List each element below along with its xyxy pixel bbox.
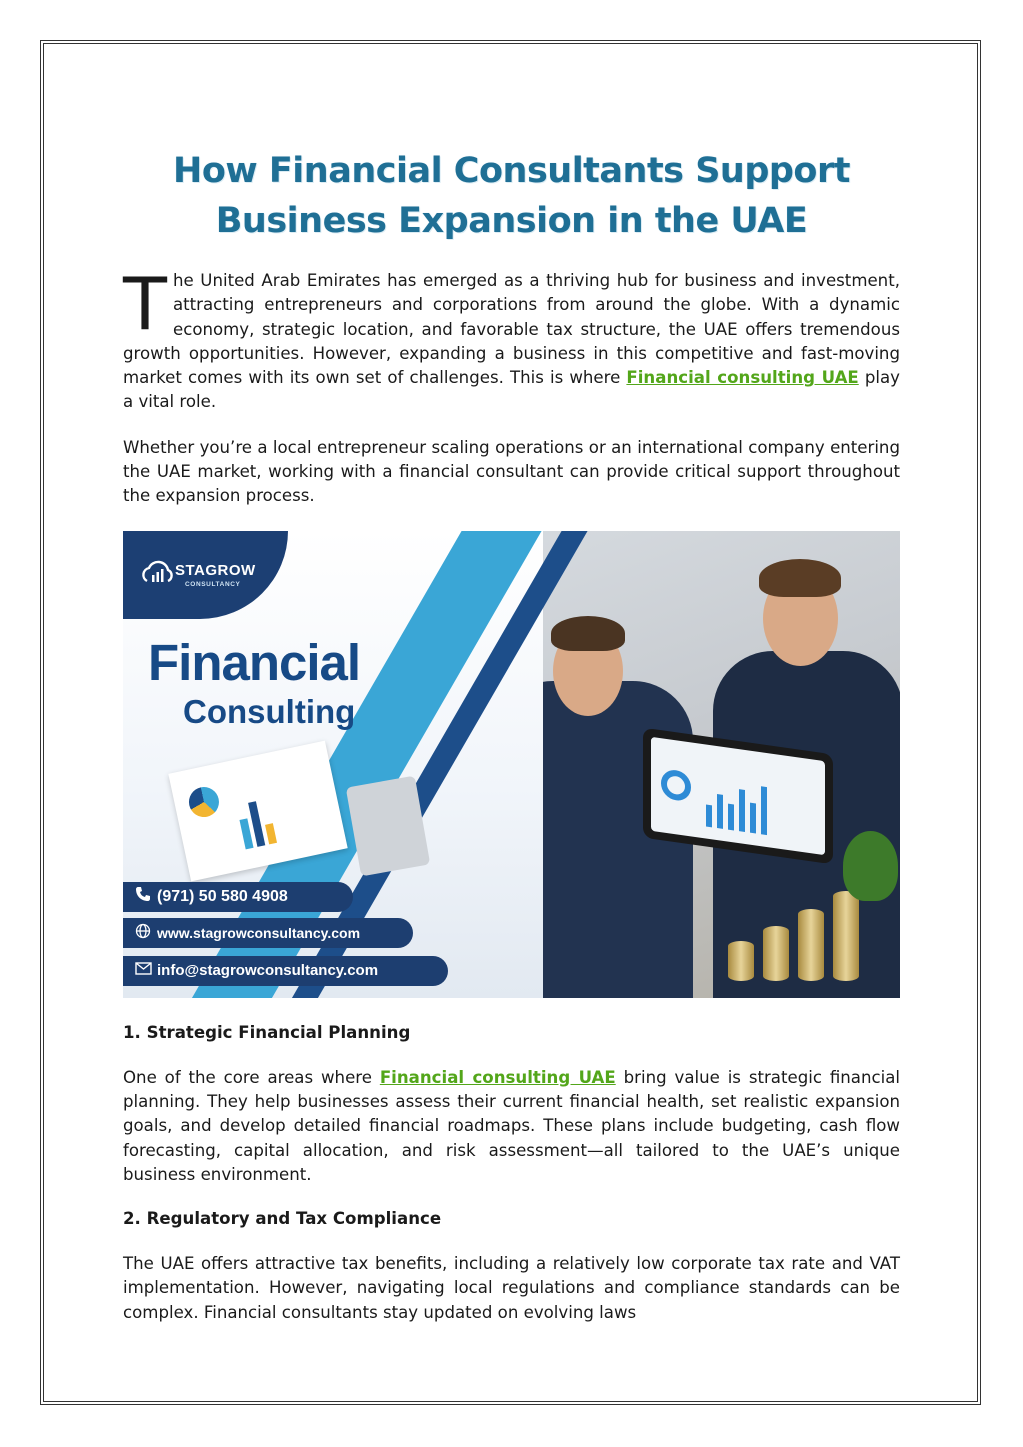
cloud-chart-icon: [141, 555, 175, 589]
phone-icon: [135, 886, 157, 907]
promo-banner-image: [123, 531, 900, 998]
phone-pill: [123, 882, 353, 912]
second-paragraph: Whether you’re a local entrepreneur scaling operations or an international company entering the UAE market, working with a financial consultant can provide critical support throughout the expansion process.: [123, 437, 900, 506]
plant: [843, 831, 898, 901]
article: [123, 146, 900, 1325]
section-1-paragraph: One of the core areas where Financial consulting UAE bring value is strategic financial planning. They help businesses assess their current financial health, set realistic expansion goals, and develop detailed financial roadmaps. These plans include budgeting, cash flow forecasting, capital allocation, and risk assessment—all tailored to the UAE’s unique business environment.: [123, 1067, 901, 1184]
website-url: www.stagrowconsultancy.com: [157, 924, 361, 941]
drop-cap: T: [123, 262, 167, 346]
pie-chart-icon: [186, 784, 222, 820]
pie-chart-icon: [661, 768, 691, 802]
mail-icon: [135, 962, 157, 979]
financial-consulting-link-2[interactable]: Financial consulting UAE: [379, 1067, 616, 1087]
section-1-heading: 1. Strategic Financial Planning: [123, 1022, 411, 1042]
website-pill: [123, 918, 413, 948]
intro-paragraph: [123, 262, 900, 415]
section-2-heading: 2. Regulatory and Tax Compliance: [123, 1209, 442, 1229]
financial-consulting-link[interactable]: Financial consulting UAE: [626, 368, 859, 388]
email-address: info@stagrowconsultancy.com: [157, 962, 379, 980]
banner-headline-1: Financial: [148, 633, 361, 691]
title-line-1: How Financial Consultants Support: [173, 151, 850, 191]
email-pill: [123, 956, 448, 986]
intro-text: he United Arab Emirates has emerged as a thriving hub for business and investment, attracting entrepreneurs and corporations from around the globe. With a dynamic economy, strategic location, and favorable tax structure, the UAE offers tremendous growth opportunities. However, expanding a business in this competitive and fast-moving market comes with its own set of challenges. This is where: [123, 271, 900, 388]
section-2-paragraph: The UAE offers attractive tax benefits, including a relatively low corporate tax rate and VAT implementation. However, navigating local regulations and compliance standards can be complex. Financial consultants stay updated on evolving laws: [123, 1254, 900, 1322]
title-line-2: Business Expansion in the UAE: [215, 201, 808, 241]
intro-text-end: play a vital role.: [123, 368, 900, 412]
article-title: [123, 146, 900, 246]
banner-headline-2: Consulting: [183, 692, 356, 730]
coin-stack: [728, 941, 754, 981]
logo-name: STAGROW: [175, 561, 256, 579]
logo-subtitle: CONSULTANCY: [185, 580, 241, 588]
globe-icon: [135, 923, 157, 942]
phone-number: (971) 50 580 4908: [157, 887, 288, 905]
